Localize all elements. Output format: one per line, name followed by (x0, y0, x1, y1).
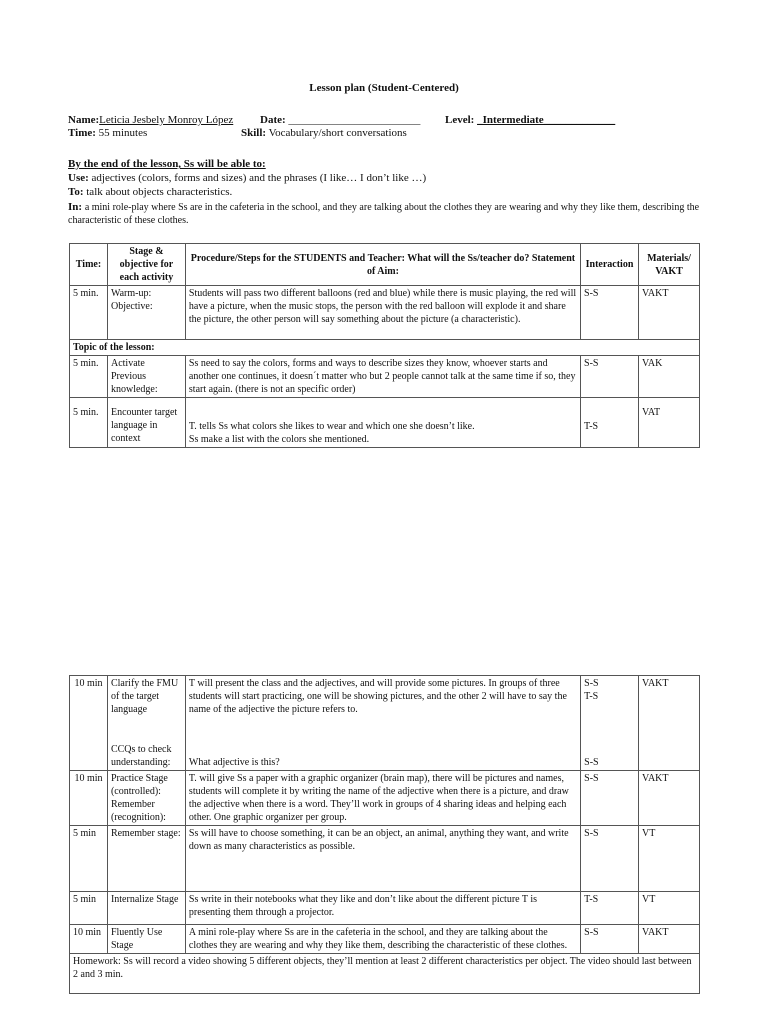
table-row (70, 286, 700, 340)
cell-procedure: Students will pass two different balloons (red and blue) while there is music playing, the red will have a picture, when the music stops, the person with the red balloon will explode it and share the picture, the other person will say something about the picture (a characteristic). (185, 286, 580, 340)
time-field (68, 127, 147, 140)
header-materials: Materials/ VAKT (639, 244, 700, 286)
time-value: 55 minutes (98, 127, 148, 139)
table-header-row (70, 244, 700, 286)
cell-stage: Practice Stage (controlled): Remember (recognition): (107, 770, 185, 825)
table-row (70, 891, 700, 924)
cell-time: 5 min. (70, 398, 108, 448)
cell-time: 10 min (70, 676, 108, 742)
cell-procedure: T. will give Ss a paper with a graphic organizer (brain map), there will be pictures and names, students will complete it by writing the name of the adjective when there is a picture, and draw the adjective when there is a word. They’ll work in groups of 4 sharing ideas and helping each other. One graphic organizer per group. (185, 770, 580, 825)
cell-materials: VAKT (639, 286, 700, 340)
cell-stage: CCQs to check understanding: (107, 742, 185, 771)
cell-stage: Remember stage: (107, 825, 185, 891)
table-row (70, 676, 700, 742)
date-field (260, 114, 420, 127)
header-time: Time: (70, 244, 108, 286)
table-row (70, 356, 700, 398)
cell-interaction: S-S (581, 742, 639, 771)
objective-in: In: a mini role-play where Ss are in the cafeteria in the school, and they are talking about the clothes they are wearing and why they like them, describing the characteristic of these clothes. (68, 201, 700, 226)
header-stage: Stage & objective for each activity (107, 244, 185, 286)
ccq-row (70, 742, 700, 771)
cell-procedure: Ss will have to choose something, it can be an object, an animal, anything they want, and write down as many characteristics as possible. (185, 825, 580, 891)
cell-interaction: S-S (581, 825, 639, 891)
name-field (68, 114, 233, 127)
cell-interaction: S-S (581, 924, 639, 953)
name-value: Leticia Jesbely Monroy López (99, 114, 234, 126)
cell-materials: VT (639, 825, 700, 891)
skill-value: Vocabulary/short conversations (268, 127, 407, 139)
cell-time: 10 min (70, 770, 108, 825)
time-label: Time: (68, 127, 96, 139)
objectives-heading: By the end of the lesson, Ss will be able to: (68, 158, 266, 170)
cell-time: 5 min (70, 891, 108, 924)
cell-interaction: T-S (581, 398, 639, 448)
cell-procedure: Ss need to say the colors, forms and ways to describe sizes they know, whoever starts and another one continues, it doesn´t matter who but 2 people cannot talk at the same time if so, they start again. (there is not an specific order) (185, 356, 580, 398)
table-row (70, 825, 700, 891)
date-label: Date: (260, 114, 286, 126)
skill-label: Skill: (241, 127, 267, 139)
cell-stage: Activate Previous knowledge: (107, 356, 185, 398)
level-field (445, 114, 615, 127)
cell-materials: VAKT (639, 924, 700, 953)
date-value: ________________________ (288, 114, 421, 126)
cell-materials: VT (639, 891, 700, 924)
cell-materials: VAKT (639, 676, 700, 742)
procedure-line: T. tells Ss what colors she likes to wear and which one she doesn’t like. (188, 421, 475, 432)
cell-interaction: T-S (581, 891, 639, 924)
table-row (70, 398, 700, 448)
table-row (70, 924, 700, 953)
level-value: _Intermediate_____________ (477, 114, 616, 126)
topic-label: Topic of the lesson: (70, 340, 700, 356)
header-procedure: Procedure/Steps for the STUDENTS and Teacher: What will the Ss/teacher do? Statement of Aim: (185, 244, 580, 286)
lesson-table-1 (69, 243, 700, 448)
cell-materials (639, 742, 700, 771)
topic-row (70, 340, 700, 356)
cell-time: 5 min (70, 825, 108, 891)
cell-time: 5 min. (70, 356, 108, 398)
name-label: Name: (68, 114, 100, 126)
cell-stage: Clarify the FMU of the target language (107, 676, 185, 742)
homework-text: Homework: Ss will record a video showing 5 different objects, they’ll mention at least 2 different characteristics per object. The video should last between 2 and 3 min. (70, 953, 700, 993)
cell-procedure (185, 398, 580, 448)
cell-stage: Encounter target language in context (107, 398, 185, 448)
cell-time: 5 min. (70, 286, 108, 340)
cell-interaction: S-S (581, 356, 639, 398)
cell-procedure: Ss write in their notebooks what they like and don’t like about the different picture T is presenting them through a projector. (185, 891, 580, 924)
objective-to: To: talk about objects characteristics. (68, 186, 233, 198)
objective-use: Use: adjectives (colors, forms and sizes) and the phrases (I like… I don’t like …) (68, 172, 427, 184)
cell-procedure: What adjective is this? (185, 742, 580, 771)
cell-time (70, 742, 108, 771)
cell-stage: Fluently Use Stage (107, 924, 185, 953)
cell-materials: VAKT (639, 770, 700, 825)
cell-materials: VAT (639, 398, 700, 448)
cell-procedure: T will present the class and the adjectives, and will provide some pictures. In groups of three students will start practicing, one will be showing pictures, and the other 2 will have to say the name of the adjective the picture refers to. (185, 676, 580, 742)
level-label: Level: (445, 114, 475, 126)
page-title: Lesson plan (Student-Centered) (309, 82, 459, 94)
procedure-line: Ss make a list with the colors she mentioned. (188, 434, 370, 445)
header-interaction: Interaction (581, 244, 639, 286)
cell-stage: Internalize Stage (107, 891, 185, 924)
homework-row (70, 953, 700, 993)
table-row (70, 770, 700, 825)
cell-materials: VAK (639, 356, 700, 398)
cell-interaction: S-S (581, 286, 639, 340)
lesson-table-2 (69, 675, 700, 994)
cell-stage: Warm-up: Objective: (107, 286, 185, 340)
cell-time: 10 min (70, 924, 108, 953)
cell-procedure: A mini role-play where Ss are in the cafeteria in the school, and they are talking about the clothes they are wearing and why they like them, describing the characteristic of these clothes. (185, 924, 580, 953)
cell-interaction: S-S (581, 770, 639, 825)
cell-interaction: S-S T-S (581, 676, 639, 742)
skill-field (241, 127, 407, 140)
